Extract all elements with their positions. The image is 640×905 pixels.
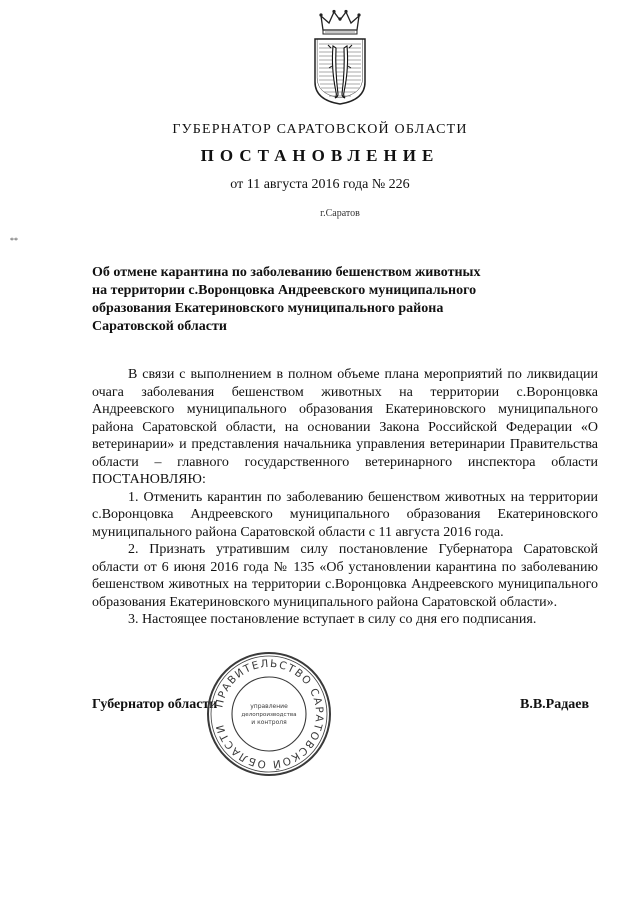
document-body	[92, 366, 598, 629]
stamp-inner-line: делопроизводства	[241, 712, 297, 718]
stamp-inner-line: управление	[250, 703, 288, 710]
document-city: г.Саратов	[320, 208, 360, 219]
official-stamp-icon	[205, 650, 333, 778]
title-line: Об отмене карантина по заболеванию бешенством животных	[92, 265, 481, 280]
issuing-authority: ГУБЕРНАТОР САРАТОВСКОЙ ОБЛАСТИ	[172, 122, 468, 137]
body-paragraph: 3. Настоящее постановление вступает в силу со дня его подписания.	[128, 612, 537, 627]
body-paragraph: В связи с выполнением в полном объеме плана мероприятий по ликвидации очага заболевания бешенством животных на территории с.Воронцовка Андреевского муниципального образования Екатериновского муниципального района Саратовской области, на основании Закона Российской Федерации «О ветеринарии» и представления начальника управления ветеринарии Правительства области – главного государственного ветеринарного инспектора области ПОСТАНОВЛЯЮ:	[92, 367, 598, 487]
document-date-number: от 11 августа 2016 года № 226	[230, 177, 410, 192]
coat-of-arms-icon	[311, 8, 369, 106]
body-paragraph: 1. Отменить карантин по заболеванию бешенством животных на территории с.Воронцовка Андреевского муниципального образования Екатериновского муниципального района Саратовской области с 11 августа 2016 года.	[92, 489, 598, 540]
title-line: на территории с.Воронцовка Андреевского муниципального	[92, 283, 477, 298]
signature-label: Губернатор области	[92, 697, 218, 712]
signatory-name: В.В.Радаев	[520, 697, 590, 712]
title-line: Саратовской области	[92, 319, 227, 334]
document-type: ПОСТАНОВЛЕНИЕ	[200, 146, 440, 165]
margin-mark: **	[10, 236, 18, 245]
document-title	[92, 264, 502, 336]
body-paragraph: 2. Признать утратившим силу постановление Губернатора Саратовской области от 6 июня 2016 года № 135 «Об установлении карантина по заболеванию бешенством животных на территории с.Воронцовка Андреевского муниципального образования Екатериновского муниципального района Саратовской области».	[92, 542, 598, 610]
title-line: образования Екатериновского муниципального района	[92, 301, 444, 316]
stamp-outer-text: ПРАВИТЕЛЬСТВО САРАТОВСКОЙ ОБЛАСТИ	[213, 657, 326, 771]
stamp-inner-line: и контроля	[251, 719, 287, 726]
